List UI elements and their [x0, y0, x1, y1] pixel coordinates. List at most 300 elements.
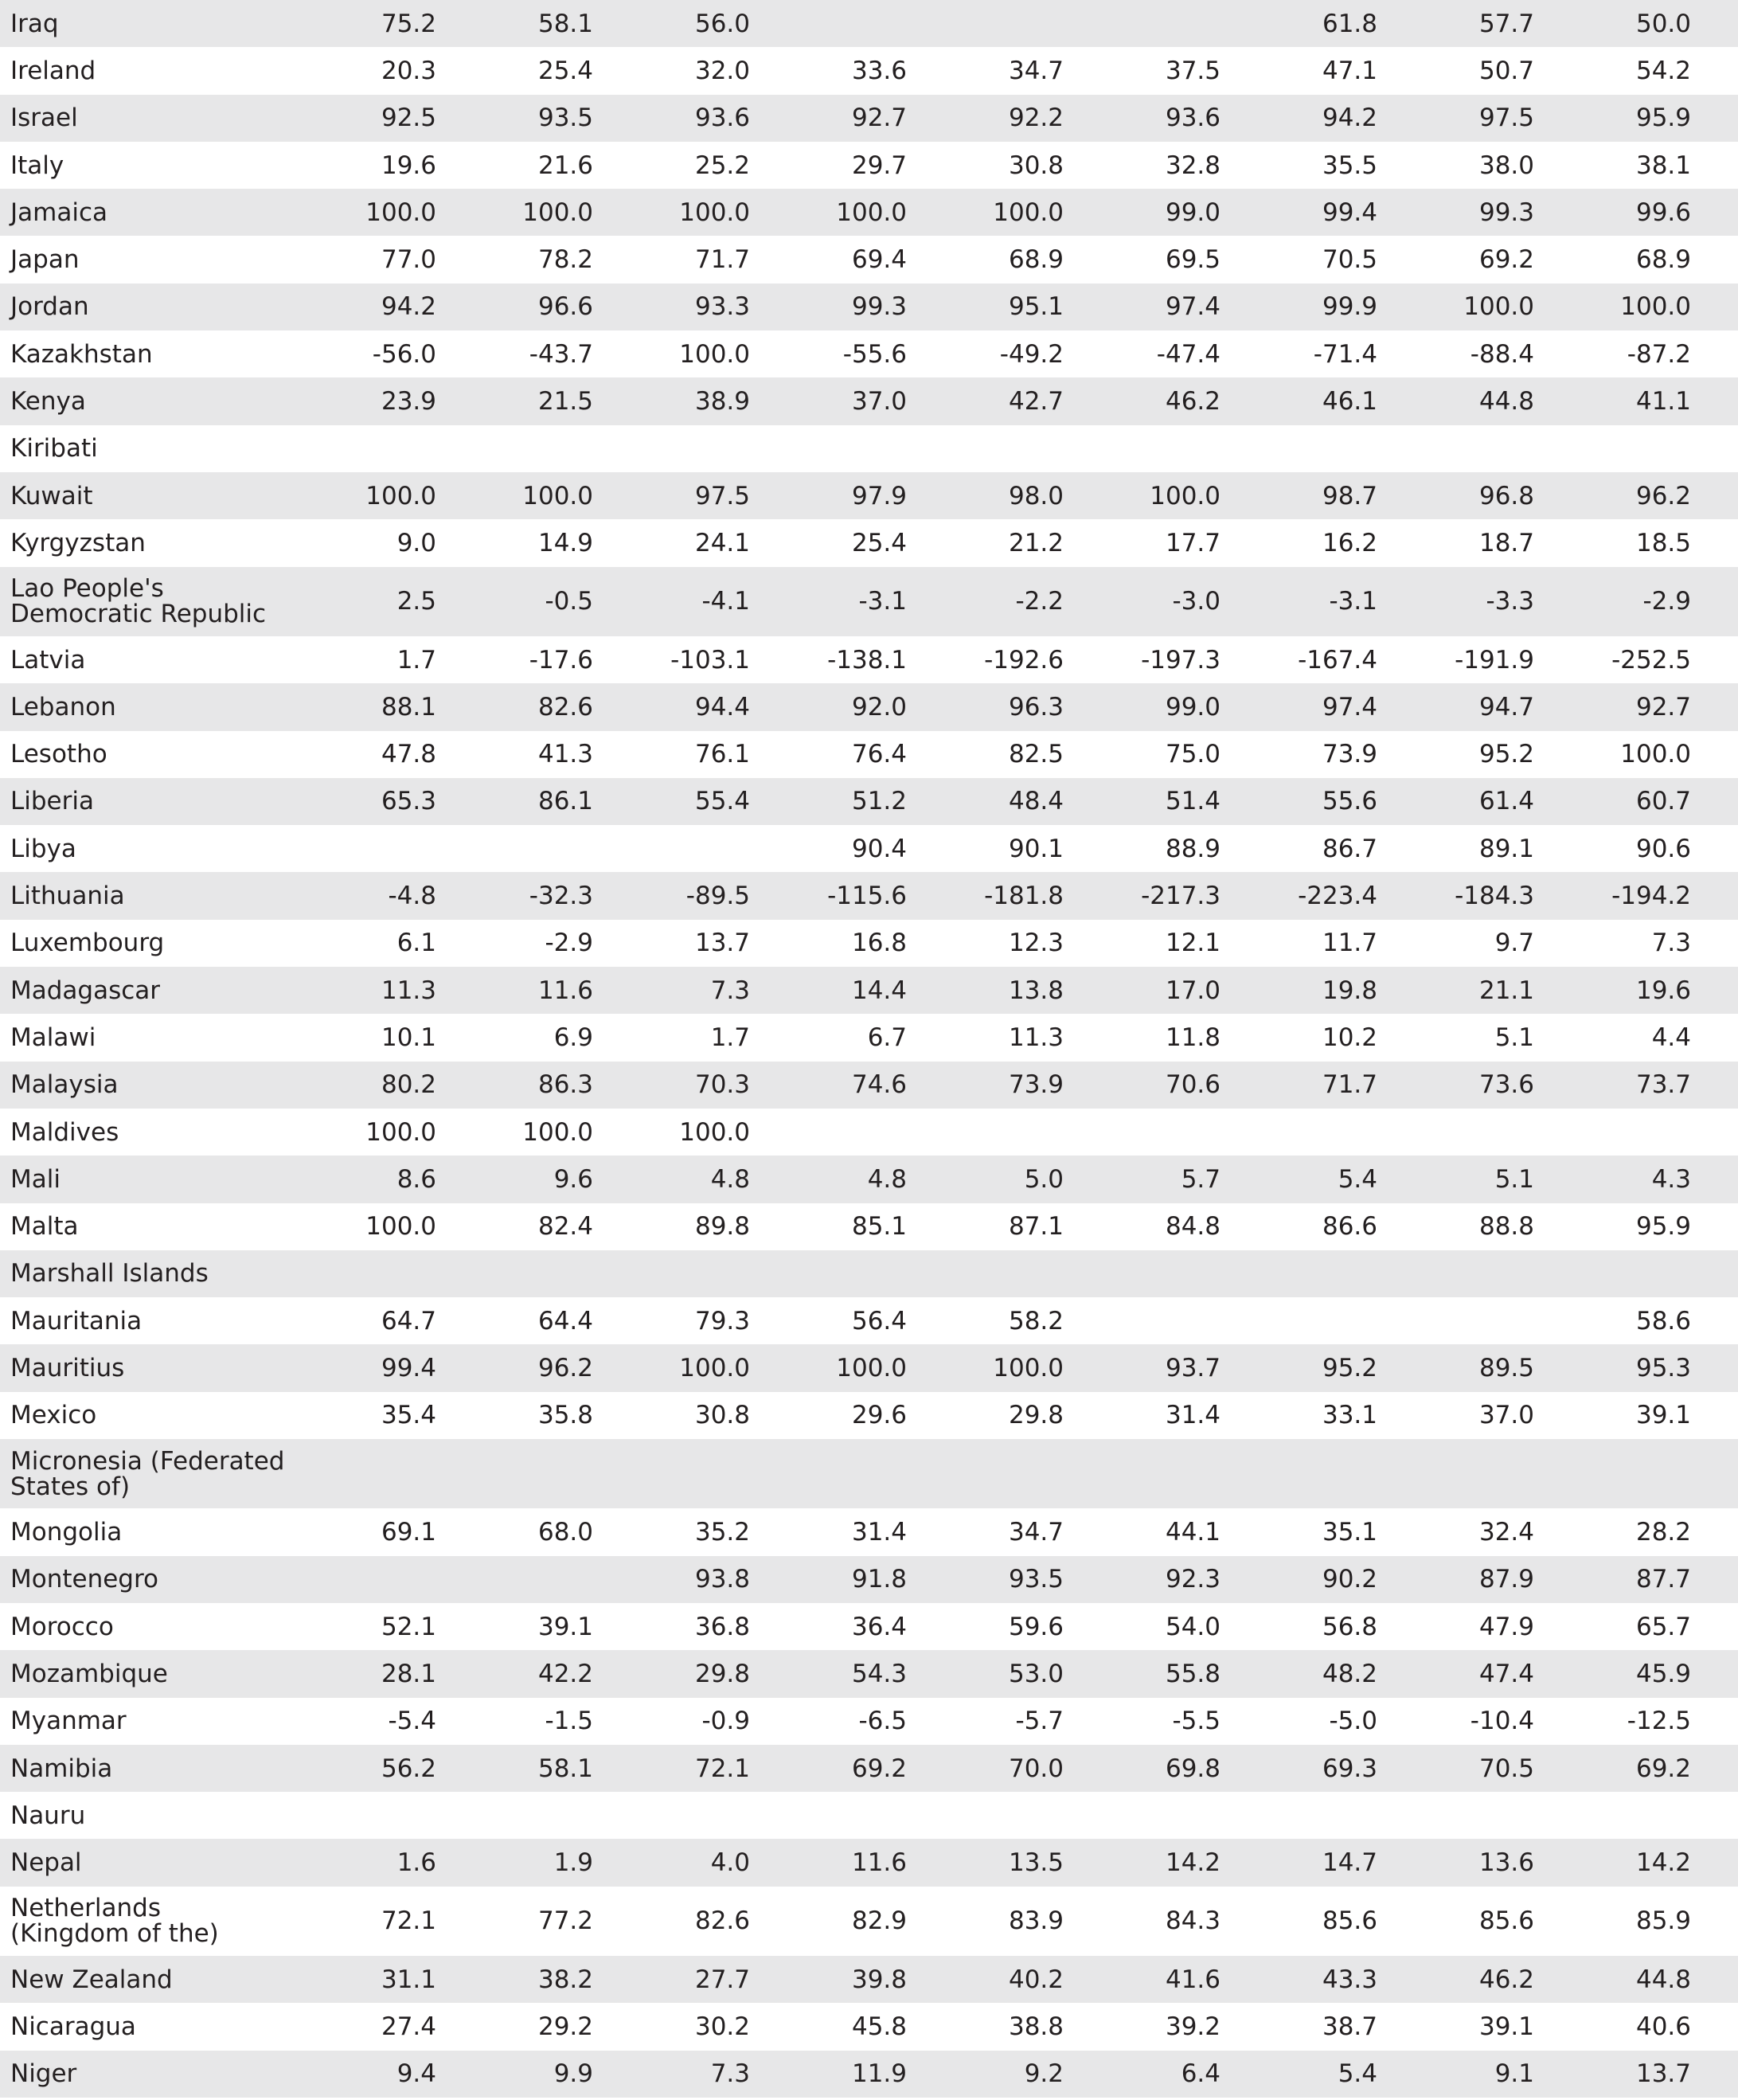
value-cell: 98.7 [1322, 481, 1377, 510]
row-end-spacer [1691, 519, 1738, 566]
value-cell: 64.7 [381, 1306, 436, 1335]
value-cell: -47.4 [1156, 339, 1221, 369]
row-end-spacer [1691, 330, 1738, 377]
value-cell: 29.8 [694, 1659, 750, 1688]
row-end-spacer [1691, 1956, 1738, 2003]
value-cell: 33.6 [851, 56, 907, 85]
value-cell: 69.5 [1165, 245, 1221, 275]
value-cell: 85.9 [1635, 1906, 1691, 1936]
table-row [0, 1439, 1738, 1508]
value-cell: 14.9 [537, 528, 593, 557]
value-cell: 99.3 [1478, 197, 1534, 227]
value-cell [907, 425, 1064, 472]
value-cell [593, 1439, 750, 1508]
row-end-spacer [1691, 1250, 1738, 1297]
value-cell [750, 0, 907, 47]
value-cell: 44.8 [1635, 1965, 1691, 1994]
value-cell: 6.4 [1181, 2059, 1221, 2089]
value-cell: 18.7 [1478, 528, 1534, 557]
value-cell: 71.7 [694, 245, 750, 275]
value-cell: 35.5 [1322, 151, 1377, 180]
value-cell: 13.5 [1008, 1848, 1064, 1878]
value-cell: 39.1 [1478, 2012, 1534, 2042]
value-cell: 85.1 [851, 1212, 907, 1242]
country-name-cell: Mauritania [10, 1306, 143, 1335]
value-cell: 99.9 [1322, 292, 1377, 322]
value-cell: 30.2 [694, 2012, 750, 2042]
value-cell: 4.8 [867, 1164, 907, 1194]
value-cell: 70.5 [1478, 1754, 1534, 1783]
value-cell: 65.7 [1635, 1612, 1691, 1641]
value-cell: 11.6 [537, 976, 593, 1005]
country-name-cell: Liberia [10, 787, 94, 816]
country-name-cell: Malta [10, 1212, 79, 1242]
value-cell [1377, 1792, 1534, 1839]
value-cell: 90.4 [851, 834, 907, 863]
value-cell: 27.4 [381, 2012, 436, 2042]
value-cell: 1.7 [396, 645, 436, 675]
value-cell: 58.6 [1635, 1306, 1691, 1335]
value-cell: 29.7 [851, 151, 907, 180]
value-cell: 48.2 [1322, 1659, 1377, 1688]
table-row [0, 731, 1738, 778]
value-cell [750, 1109, 907, 1156]
value-cell: 87.9 [1478, 1565, 1534, 1594]
value-cell: 92.0 [851, 692, 907, 722]
value-cell [750, 1439, 907, 1508]
value-cell: 100.0 [365, 1212, 436, 1242]
value-cell: 90.6 [1635, 834, 1691, 863]
table-row [0, 1014, 1738, 1061]
value-cell: 34.7 [1008, 1518, 1064, 1547]
value-cell: 56.4 [851, 1306, 907, 1335]
value-cell: 82.9 [851, 1906, 907, 1936]
value-cell: 69.2 [1478, 245, 1534, 275]
value-cell: 11.7 [1322, 929, 1377, 958]
value-cell: 9.6 [553, 1164, 593, 1194]
value-cell: 96.2 [1635, 481, 1691, 510]
value-cell: 40.2 [1008, 1965, 1064, 1994]
value-cell: 98.0 [1008, 481, 1064, 510]
value-cell: 100.0 [522, 1117, 593, 1147]
value-cell [287, 825, 436, 872]
value-cell: 57.7 [1478, 9, 1534, 38]
value-cell [1221, 425, 1377, 472]
value-cell: 14.7 [1322, 1848, 1377, 1878]
value-cell [1064, 425, 1221, 472]
value-cell: 9.4 [396, 2059, 436, 2089]
value-cell [436, 1439, 593, 1508]
value-cell: 24.1 [694, 528, 750, 557]
country-name-cell: Malawi [10, 1023, 96, 1052]
row-end-spacer [1691, 1156, 1738, 1203]
table-row [0, 2003, 1738, 2050]
value-cell: 38.2 [537, 1965, 593, 1994]
value-cell: 39.1 [1635, 1401, 1691, 1430]
value-cell: -5.4 [388, 1707, 436, 1736]
value-cell: 21.6 [537, 151, 593, 180]
value-cell: -3.0 [1172, 587, 1221, 616]
value-cell: 86.7 [1322, 834, 1377, 863]
value-cell: 96.8 [1478, 481, 1534, 510]
value-cell [593, 425, 750, 472]
table-row [0, 1650, 1738, 1697]
table-row [0, 236, 1738, 283]
row-end-spacer [1691, 2003, 1738, 2050]
value-cell: 56.2 [381, 1754, 436, 1783]
value-cell: -197.3 [1141, 645, 1221, 675]
value-cell: 34.7 [1008, 56, 1064, 85]
value-cell: 5.4 [1338, 2059, 1377, 2089]
table-row [0, 1556, 1738, 1603]
table-row [0, 1839, 1738, 1886]
value-cell: 73.9 [1008, 1070, 1064, 1100]
value-cell: 19.6 [1635, 976, 1691, 1005]
value-cell: 68.9 [1008, 245, 1064, 275]
table-row [0, 683, 1738, 730]
value-cell: 1.6 [396, 1848, 436, 1878]
value-cell: 68.9 [1635, 245, 1691, 275]
value-cell: 87.7 [1635, 1565, 1691, 1594]
value-cell: 84.8 [1165, 1212, 1221, 1242]
row-end-spacer [1691, 1297, 1738, 1344]
value-cell: 47.8 [381, 740, 436, 769]
row-end-spacer [1691, 1887, 1738, 1956]
value-cell: 9.2 [1024, 2059, 1064, 2089]
country-name-cell: Italy [10, 151, 64, 180]
row-end-spacer [1691, 142, 1738, 189]
value-cell: 93.5 [1008, 1565, 1064, 1594]
value-cell [436, 1250, 593, 1297]
value-cell: 47.9 [1478, 1612, 1534, 1641]
row-end-spacer [1691, 1556, 1738, 1603]
value-cell: 73.6 [1478, 1070, 1534, 1100]
value-cell: 95.9 [1635, 104, 1691, 133]
row-end-spacer [1691, 472, 1738, 519]
value-cell: 100.0 [679, 197, 750, 227]
value-cell: 72.1 [381, 1906, 436, 1936]
row-end-spacer [1691, 872, 1738, 919]
value-cell: 100.0 [1620, 740, 1691, 769]
table-row [0, 519, 1738, 566]
value-cell: 100.0 [993, 197, 1064, 227]
value-cell: 13.8 [1008, 976, 1064, 1005]
value-cell [1221, 1439, 1377, 1508]
value-cell: 4.8 [710, 1164, 750, 1194]
value-cell: 100.0 [836, 1354, 907, 1383]
value-cell: 85.6 [1322, 1906, 1377, 1936]
value-cell: -3.3 [1486, 587, 1534, 616]
table-row [0, 1887, 1738, 1956]
value-cell: 36.4 [851, 1612, 907, 1641]
country-name-cell: Ireland [10, 56, 96, 85]
value-cell: 69.1 [381, 1518, 436, 1547]
value-cell: -115.6 [827, 882, 907, 911]
value-cell: -5.5 [1172, 1707, 1221, 1736]
value-cell: 37.0 [851, 387, 907, 416]
value-cell: -12.5 [1627, 1707, 1691, 1736]
value-cell: 97.9 [851, 481, 907, 510]
value-cell: 31.4 [851, 1518, 907, 1547]
value-cell: -89.5 [685, 882, 750, 911]
value-cell: 58.1 [537, 9, 593, 38]
value-cell: 84.3 [1165, 1906, 1221, 1936]
country-name-cell: Marshall Islands [10, 1259, 209, 1289]
value-cell: 6.7 [867, 1023, 907, 1052]
value-cell: 40.6 [1635, 2012, 1691, 2042]
value-cell: 100.0 [365, 1117, 436, 1147]
value-cell: 88.8 [1478, 1212, 1534, 1242]
value-cell: 7.3 [710, 2059, 750, 2089]
value-cell: 99.4 [1322, 197, 1377, 227]
value-cell: 91.8 [851, 1565, 907, 1594]
value-cell: 64.4 [537, 1306, 593, 1335]
value-cell: -87.2 [1627, 339, 1691, 369]
country-name-cell: Lithuania [10, 882, 125, 911]
value-cell [1064, 1109, 1221, 1156]
value-cell: 35.8 [537, 1401, 593, 1430]
value-cell: 38.8 [1008, 2012, 1064, 2042]
value-cell: 100.0 [679, 1117, 750, 1147]
row-end-spacer [1691, 1203, 1738, 1250]
row-end-spacer [1691, 1439, 1738, 1508]
value-cell: 42.2 [537, 1659, 593, 1688]
table-row [0, 425, 1738, 472]
value-cell: 99.3 [851, 292, 907, 322]
value-cell: -181.8 [984, 882, 1064, 911]
country-name-cell: Nicaragua [10, 2012, 136, 2042]
value-cell: 68.0 [537, 1518, 593, 1547]
value-cell: -5.7 [1015, 1707, 1064, 1736]
value-cell: 96.2 [537, 1354, 593, 1383]
value-cell: 37.5 [1165, 56, 1221, 85]
value-cell [1534, 1109, 1691, 1156]
country-name-cell: Mexico [10, 1401, 97, 1430]
value-cell: 11.9 [851, 2059, 907, 2089]
value-cell: 37.0 [1478, 1401, 1534, 1430]
value-cell [750, 1792, 907, 1839]
value-cell: 61.4 [1478, 787, 1534, 816]
value-cell: 35.2 [694, 1518, 750, 1547]
table-row [0, 920, 1738, 967]
country-name-cell: Israel [10, 104, 78, 133]
value-cell: 95.2 [1478, 740, 1534, 769]
value-cell [1377, 1109, 1534, 1156]
country-name-cell: Namibia [10, 1754, 113, 1783]
table-row [0, 1344, 1738, 1391]
table-row [0, 377, 1738, 424]
table-row [0, 825, 1738, 872]
table-row [0, 0, 1738, 47]
value-cell: -6.5 [858, 1707, 907, 1736]
value-cell: -1.5 [545, 1707, 593, 1736]
value-cell: 92.7 [1635, 692, 1691, 722]
value-cell: 70.0 [1008, 1754, 1064, 1783]
value-cell: 9.0 [396, 528, 436, 557]
value-cell: -55.6 [842, 339, 907, 369]
value-cell: 45.8 [851, 2012, 907, 2042]
value-cell: 83.9 [1008, 1906, 1064, 1936]
row-end-spacer [1691, 1062, 1738, 1109]
value-cell: 77.2 [537, 1906, 593, 1936]
value-cell [287, 425, 436, 472]
value-cell: 1.9 [553, 1848, 593, 1878]
value-cell: 82.5 [1008, 740, 1064, 769]
country-name-cell: New Zealand [10, 1965, 173, 1994]
value-cell [750, 1250, 907, 1297]
value-cell: 47.4 [1478, 1659, 1534, 1688]
value-cell: 32.4 [1478, 1518, 1534, 1547]
row-end-spacer [1691, 377, 1738, 424]
row-end-spacer [1691, 920, 1738, 967]
value-cell: 92.3 [1165, 1565, 1221, 1594]
row-end-spacer [1691, 236, 1738, 283]
row-end-spacer [1691, 1603, 1738, 1650]
value-cell: 33.1 [1322, 1401, 1377, 1430]
value-cell: 73.9 [1322, 740, 1377, 769]
table-row [0, 872, 1738, 919]
value-cell: 30.8 [1008, 151, 1064, 180]
value-cell: 100.0 [522, 197, 593, 227]
value-cell: 11.3 [1008, 1023, 1064, 1052]
value-cell: -184.3 [1455, 882, 1534, 911]
table-row [0, 1603, 1738, 1650]
value-cell: 65.3 [381, 787, 436, 816]
value-cell: 5.4 [1338, 1164, 1377, 1194]
country-name-cell: Kyrgyzstan [10, 528, 146, 557]
value-cell: 90.1 [1008, 834, 1064, 863]
value-cell: 5.1 [1494, 1023, 1534, 1052]
value-cell: 55.4 [694, 787, 750, 816]
row-end-spacer [1691, 967, 1738, 1014]
value-cell: 79.3 [694, 1306, 750, 1335]
value-cell: 89.1 [1478, 834, 1534, 863]
value-cell: -2.9 [545, 929, 593, 958]
value-cell: 38.0 [1478, 151, 1534, 180]
value-cell: 5.0 [1024, 1164, 1064, 1194]
value-cell [1064, 1439, 1221, 1508]
value-cell: -10.4 [1470, 1707, 1534, 1736]
country-name-cell: Kiribati [10, 434, 98, 463]
value-cell [1221, 1250, 1377, 1297]
value-cell: 100.0 [365, 197, 436, 227]
value-cell: 10.2 [1322, 1023, 1377, 1052]
value-cell: -3.1 [858, 587, 907, 616]
value-cell: 76.1 [694, 740, 750, 769]
country-name-cell: Nauru [10, 1801, 86, 1830]
country-name-cell: Japan [10, 245, 80, 275]
value-cell: 95.2 [1322, 1354, 1377, 1383]
value-cell [1221, 1792, 1377, 1839]
value-cell: 94.2 [1322, 104, 1377, 133]
value-cell: 29.8 [1008, 1401, 1064, 1430]
value-cell: -0.9 [701, 1707, 750, 1736]
value-cell: -167.4 [1298, 645, 1377, 675]
value-cell: -4.8 [388, 882, 436, 911]
table-row [0, 47, 1738, 94]
value-cell: 5.7 [1181, 1164, 1221, 1194]
country-name-cell: Luxembourg [10, 929, 165, 958]
country-name-cell: Mali [10, 1164, 61, 1194]
value-cell [593, 1250, 750, 1297]
value-cell: 71.7 [1322, 1070, 1377, 1100]
value-cell: -56.0 [372, 339, 436, 369]
value-cell: 69.8 [1165, 1754, 1221, 1783]
table-row [0, 636, 1738, 683]
value-cell [907, 0, 1064, 47]
row-end-spacer [1691, 1014, 1738, 1061]
country-name-cell: Nepal [10, 1848, 82, 1878]
country-name-cell: Mozambique [10, 1659, 168, 1688]
value-cell: 7.3 [710, 976, 750, 1005]
value-cell: 19.8 [1322, 976, 1377, 1005]
value-cell [1064, 1792, 1221, 1839]
value-cell: 11.3 [381, 976, 436, 1005]
value-cell: 80.2 [381, 1070, 436, 1100]
value-cell [1534, 1439, 1691, 1508]
value-cell: 75.0 [1165, 740, 1221, 769]
value-cell: -191.9 [1455, 645, 1534, 675]
value-cell: 12.1 [1165, 929, 1221, 958]
value-cell [1534, 425, 1691, 472]
value-cell: 23.9 [381, 387, 436, 416]
table-row [0, 2051, 1738, 2098]
row-end-spacer [1691, 567, 1738, 636]
value-cell: 59.6 [1008, 1612, 1064, 1641]
value-cell: 35.1 [1322, 1518, 1377, 1547]
value-cell: 56.0 [694, 9, 750, 38]
value-cell [1377, 1297, 1534, 1344]
value-cell: 75.2 [381, 9, 436, 38]
value-cell: 13.7 [694, 929, 750, 958]
value-cell: 100.0 [836, 197, 907, 227]
value-cell: 70.6 [1165, 1070, 1221, 1100]
value-cell [1377, 1439, 1534, 1508]
value-cell: 46.2 [1165, 387, 1221, 416]
table-row [0, 95, 1738, 142]
value-cell: 92.5 [381, 104, 436, 133]
value-cell: 47.1 [1322, 56, 1377, 85]
value-cell: -32.3 [529, 882, 593, 911]
value-cell [907, 1250, 1064, 1297]
value-cell: 32.8 [1165, 151, 1221, 180]
country-name-cell: Morocco [10, 1612, 114, 1641]
value-cell: 86.1 [537, 787, 593, 816]
value-cell: -2.2 [1015, 587, 1064, 616]
value-cell: 100.0 [522, 481, 593, 510]
value-cell: 97.5 [694, 481, 750, 510]
value-cell [436, 1792, 593, 1839]
row-end-spacer [1691, 189, 1738, 236]
value-cell [1377, 1250, 1534, 1297]
value-cell: 10.1 [381, 1023, 436, 1052]
value-cell: -71.4 [1313, 339, 1377, 369]
value-cell: 21.2 [1008, 528, 1064, 557]
value-cell: 48.4 [1008, 787, 1064, 816]
value-cell: -223.4 [1298, 882, 1377, 911]
row-end-spacer [1691, 1745, 1738, 1792]
table-row [0, 142, 1738, 189]
value-cell: 51.2 [851, 787, 907, 816]
country-name-cell: Kazakhstan [10, 339, 153, 369]
value-cell: 90.2 [1322, 1565, 1377, 1594]
value-cell [1534, 1792, 1691, 1839]
value-cell: -17.6 [529, 645, 593, 675]
value-cell: 97.5 [1478, 104, 1534, 133]
value-cell: 7.3 [1651, 929, 1691, 958]
row-end-spacer [1691, 1698, 1738, 1745]
value-cell: 70.5 [1322, 245, 1377, 275]
